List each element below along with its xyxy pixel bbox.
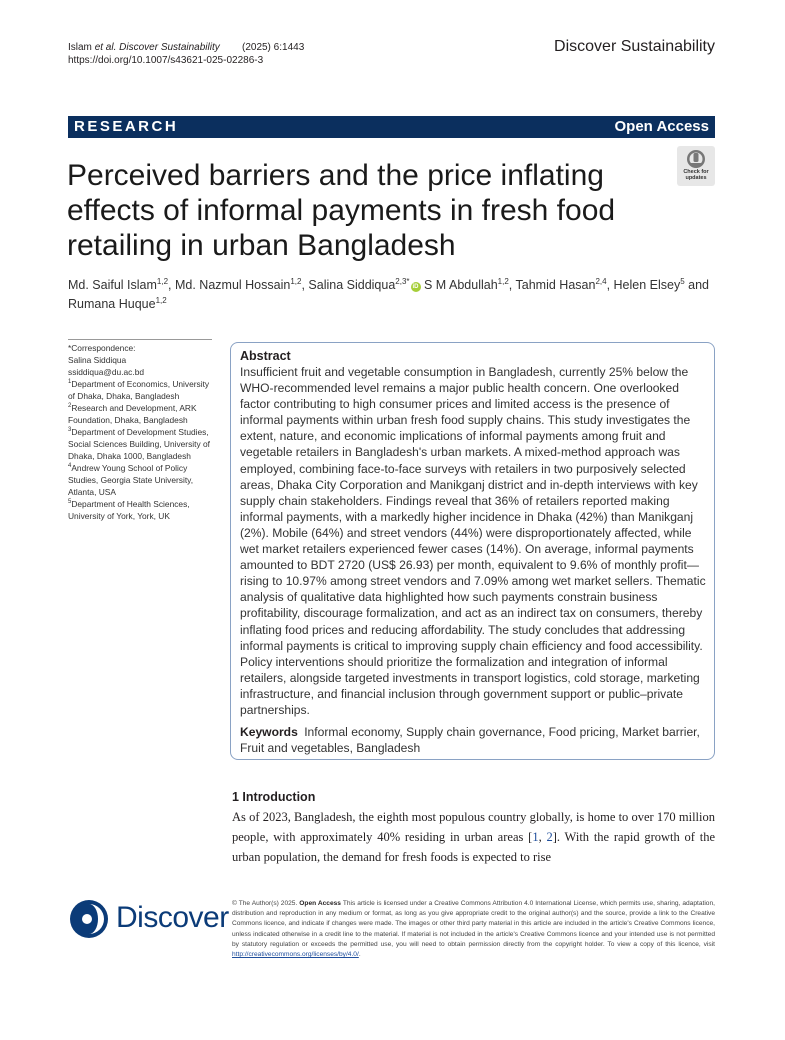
reference-link[interactable]: 1 bbox=[532, 830, 539, 845]
keywords bbox=[240, 724, 706, 756]
reference-separator: , bbox=[538, 830, 547, 845]
intro-text-before: As of 2023, Bangladesh, the eighth most populous country globally, is home to over 170 million people, with approximately 40% residing in urban areas [ bbox=[232, 810, 715, 845]
affiliation-number: 4 bbox=[68, 463, 72, 470]
section-heading-introduction: 1 Introduction bbox=[232, 790, 316, 804]
reference-link[interactable]: 2 bbox=[546, 830, 553, 845]
author-affiliation-sup: 2,3* bbox=[395, 276, 410, 286]
author-list bbox=[68, 276, 718, 314]
affiliation-number: 1 bbox=[68, 379, 72, 386]
author-name[interactable]: Rumana Huque bbox=[68, 297, 156, 311]
author-separator: , bbox=[508, 278, 516, 292]
author-separator: , bbox=[301, 278, 309, 292]
affiliation-item bbox=[68, 402, 218, 426]
affiliation-item bbox=[68, 462, 218, 498]
author-affiliation-sup: 1,2 bbox=[290, 276, 302, 286]
citation-journal: et al. Discover Sustainability bbox=[94, 42, 220, 53]
license-open-access: Open Access bbox=[299, 900, 341, 907]
affiliations-panel bbox=[68, 342, 218, 522]
affiliation-number: 2 bbox=[68, 403, 72, 410]
citation-authors: Islam bbox=[68, 42, 92, 53]
affiliation-number: 3 bbox=[68, 427, 72, 434]
doi-link[interactable]: https://doi.org/10.1007/s43621-025-02286-3 bbox=[68, 55, 264, 66]
discover-logo-text: Discover bbox=[116, 901, 229, 934]
correspondence-name: Salina Siddiqua bbox=[68, 355, 127, 365]
keywords-label: Keywords bbox=[240, 725, 298, 739]
license-prefix: © The Author(s) 2025. bbox=[232, 900, 298, 907]
citation-year: (2025) 6:1443 bbox=[241, 42, 305, 53]
intro-text-after: ]. With the rapid growth of the urban population, the demand for fresh foods is expected to rise bbox=[232, 830, 715, 865]
affiliation-item bbox=[68, 498, 218, 522]
author-separator: , bbox=[606, 278, 614, 292]
affiliation-text: Department of Health Sciences, University of York, York, UK bbox=[68, 499, 190, 521]
affiliation-text: Research and Development, ARK Foundation, Dhaka, Bangladesh bbox=[68, 403, 197, 425]
author-affiliation-sup: 1,2 bbox=[156, 276, 169, 286]
affiliation-number: 5 bbox=[68, 499, 72, 506]
author-name[interactable]: Tahmid Hasan bbox=[515, 278, 596, 292]
author-name[interactable]: Helen Elsey bbox=[613, 278, 681, 292]
author-separator: and bbox=[684, 278, 710, 292]
orcid-icon[interactable]: iD bbox=[412, 284, 419, 290]
correspondence-label: *Correspondence: bbox=[68, 343, 136, 353]
author-name[interactable]: Salina Siddiqua bbox=[308, 278, 396, 292]
author-separator: , bbox=[168, 278, 175, 292]
article-type-label: RESEARCH bbox=[74, 118, 179, 135]
affiliation-item bbox=[68, 378, 218, 402]
journal-name: Discover Sustainability bbox=[554, 38, 715, 55]
check-updates-icon bbox=[686, 149, 706, 169]
license-body: This article is licensed under a Creative Commons Attribution 4.0 International License, which permits use, sharing, adaptation, distribution and reproduction in any medium or format, as long as you give appropriate credit to the original author(s) and the source, provide a link to the Creative Commons licence, and indicate if changes were made. The images or other third party material in this article are included in the article's Creative Commons licence, unless indicated otherwise in a credit line to the material. If material is not included in the article's Creative Commons licence and your intended use is not permitted by statutory regulation or exceeds the permitted use, you will need to obtain permission directly from the copyright holder. To view a copy of this licence, visit bbox=[232, 900, 715, 948]
keywords-list: Informal economy, Supply chain governance, Food pricing, Market barrier, Fruit and vegetables, Bangladesh bbox=[240, 725, 700, 755]
check-updates-line1: Check for bbox=[683, 169, 709, 175]
article-type-bar bbox=[68, 116, 715, 138]
author-name[interactable]: S M Abdullah bbox=[424, 278, 498, 292]
license-text bbox=[232, 899, 715, 960]
correspondence-email[interactable]: ssiddiqua@du.ac.bd bbox=[68, 367, 145, 377]
check-updates-line2: updates bbox=[685, 175, 707, 181]
introduction-text bbox=[232, 807, 715, 868]
discover-logo bbox=[68, 898, 228, 940]
affiliation-text: Andrew Young School of Policy Studies, Georgia State University, Atlanta, USA bbox=[68, 463, 194, 497]
affiliation-text: Department of Development Studies, Social Sciences Building, University of Dhaka, Dhaka 1000, Bangladesh bbox=[68, 427, 210, 461]
affiliation-item bbox=[68, 426, 218, 462]
abstract-text: Insufficient fruit and vegetable consumption in Bangladesh, currently 25% below the WHO-recommended level remains a major public health concern. One overlooked factor contributing to high consumer prices and limited access is the presence of informal payments within urban fresh food supply chains. This study investigates the extent, nature, and economic implications of informal payments among fruit and vegetable retailers in Bangladesh's urban markets. A mixed-method approach was employed, combining face-to-face surveys with retailers in two purposively selected areas, Dhaka City Corporation and Manikganj district and in-depth interviews with key supply chain stakeholders. Findings reveal that 36% of retailers reported making informal payments, with a markedly higher incidence in Dhaka (42%) than Manikganj (2%). Mobile (64%) and street vendors (44%) were disproportionately affected, while wet market retailers experienced fewer cases (14%). On average, informal payments amounted to BDT 2720 (US$ 26.93) per month, equivalent to 9.6% of monthly profit—rising to 10.97% among street vendors and 7.09% among wet market sellers. Thematic analysis of qualitative data highlighted how such payments constrain business profitability, discourage formalization, and act as an indirect tax on consumers, thereby inflating food prices and reducing affordability. The study concludes that addressing informal payments is critical to improving supply chain efficiency and food accessibility. Policy interventions should prioritize the formalization and integration of informal retailers, alongside targeted investments in transport logistics, cold storage, marketing infrastructure, and financial inclusion through government support or public–private partnerships. bbox=[240, 365, 706, 717]
article-title: Perceived barriers and the price inflating effects of informal payments in fresh food retailing in urban Bangladesh bbox=[67, 159, 616, 262]
citation-line bbox=[68, 41, 304, 54]
discover-logo-icon bbox=[68, 898, 110, 940]
author-affiliation-sup: 2,4 bbox=[595, 276, 607, 286]
affiliation-text: Department of Economics, University of Dhaka, Dhaka, Bangladesh bbox=[68, 379, 210, 401]
affiliation-divider bbox=[68, 339, 212, 340]
author-affiliation-sup: 1,2 bbox=[155, 295, 167, 305]
abstract-heading: Abstract bbox=[240, 349, 291, 363]
open-access-label: Open Access bbox=[614, 118, 709, 135]
author-affiliation-sup: 1,2 bbox=[497, 276, 509, 286]
license-link[interactable]: http://creativecommons.org/licenses/by/4.0/ bbox=[232, 951, 359, 959]
author-name[interactable]: Md. Nazmul Hossain bbox=[175, 278, 291, 292]
license-end: . bbox=[358, 951, 361, 959]
author-affiliation-sup: 5 bbox=[680, 276, 685, 286]
author-name[interactable]: Md. Saiful Islam bbox=[68, 278, 157, 292]
